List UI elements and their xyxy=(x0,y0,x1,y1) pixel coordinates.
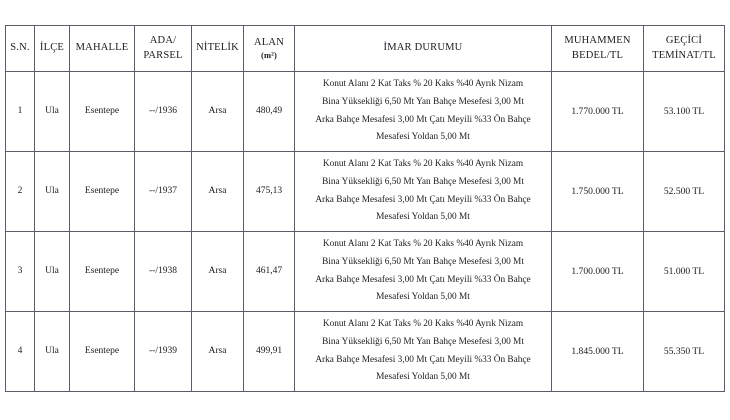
column-header-alan xyxy=(244,26,295,72)
column-header-ilce-label: İLÇE xyxy=(39,42,65,54)
cell-ilce: Ula xyxy=(35,72,70,152)
imar-line: Mesafesi Yoldan 5,00 Mt xyxy=(376,132,470,143)
column-header-imar-durumu xyxy=(295,26,552,72)
cell-mahalle: Esentepe xyxy=(70,152,135,232)
imar-line: Konut Alanı 2 Kat Taks % 20 Kaks %40 Ayrık Nizam xyxy=(322,238,524,249)
cell-imar-durumu xyxy=(295,152,552,232)
cell-muhammen-bedel: 1.700.000 TL xyxy=(552,232,644,312)
column-header-gecici-sub: TEMİNAT/TL xyxy=(652,49,716,61)
column-header-nitelik xyxy=(192,26,244,72)
column-header-gecici-teminat xyxy=(644,26,725,72)
cell-sn: 1 xyxy=(6,72,35,152)
column-header-muhammen-bedel xyxy=(552,26,644,72)
cell-muhammen-bedel: 1.845.000 TL xyxy=(552,312,644,392)
column-header-mahalle xyxy=(70,26,135,72)
column-header-muhammen-label: MUHAMMEN xyxy=(564,35,631,47)
cell-mahalle: Esentepe xyxy=(70,312,135,392)
cell-gecici-teminat: 51.000 TL xyxy=(644,232,725,312)
imar-line: Mesafesi Yoldan 5,00 Mt xyxy=(376,212,470,223)
imar-line: Arka Bahçe Mesafesi 3,00 Mt Çatı Meyili %33 Ön Bahçe xyxy=(315,274,531,285)
cell-alan: 499,91 xyxy=(244,312,295,392)
cell-nitelik: Arsa xyxy=(192,232,244,312)
cell-muhammen-bedel: 1.750.000 TL xyxy=(552,152,644,232)
cell-imar-durumu xyxy=(295,232,552,312)
column-header-sn-label: S.N. xyxy=(10,42,30,54)
cell-gecici-teminat: 53.100 TL xyxy=(644,72,725,152)
cell-nitelik: Arsa xyxy=(192,312,244,392)
imar-line: Arka Bahçe Mesafesi 3,00 Mt Çatı Meyili %33 Ön Bahçe xyxy=(315,114,531,125)
cell-sn: 4 xyxy=(6,312,35,392)
imar-line: Bina Yüksekliği 6,50 Mt Yan Bahçe Mesefesi 3,00 Mt xyxy=(322,176,524,187)
header-row xyxy=(6,26,725,72)
cell-muhammen-bedel: 1.770.000 TL xyxy=(552,72,644,152)
cell-alan: 475,13 xyxy=(244,152,295,232)
imar-line: Konut Alanı 2 Kat Taks % 20 Kaks %40 Ayrık Nizam xyxy=(322,158,524,169)
imar-line: Bina Yüksekliği 6,50 Mt Yan Bahçe Mesefesi 3,00 Mt xyxy=(322,256,524,267)
column-header-gecici-label: GEÇİCİ xyxy=(665,35,703,47)
cell-nitelik: Arsa xyxy=(192,152,244,232)
table-row xyxy=(6,152,725,232)
cell-ilce: Ula xyxy=(35,232,70,312)
land-auction-table xyxy=(5,25,725,392)
table-row xyxy=(6,312,725,392)
cell-ada-parsel: --/1936 xyxy=(135,72,192,152)
column-header-sn xyxy=(6,26,35,72)
imar-line: Arka Bahçe Mesafesi 3,00 Mt Çatı Meyili %33 Ön Bahçe xyxy=(315,194,531,205)
cell-ada-parsel: --/1939 xyxy=(135,312,192,392)
cell-alan: 461,47 xyxy=(244,232,295,312)
column-header-parsel-label: PARSEL xyxy=(143,49,183,61)
imar-line: Konut Alanı 2 Kat Taks % 20 Kaks %40 Ayrık Nizam xyxy=(322,78,524,89)
cell-mahalle: Esentepe xyxy=(70,72,135,152)
column-header-muhammen-sub: BEDEL/TL xyxy=(571,49,624,61)
column-header-mahalle-label: MAHALLE xyxy=(75,42,129,54)
table-row xyxy=(6,232,725,312)
table-body xyxy=(6,72,725,392)
imar-line: Mesafesi Yoldan 5,00 Mt xyxy=(376,372,470,383)
cell-mahalle: Esentepe xyxy=(70,232,135,312)
column-header-ada-label: ADA/ xyxy=(149,35,177,47)
column-header-imar-label: İMAR DURUMU xyxy=(383,42,463,54)
cell-ada-parsel: --/1937 xyxy=(135,152,192,232)
imar-line: Mesafesi Yoldan 5,00 Mt xyxy=(376,292,470,303)
cell-imar-durumu xyxy=(295,72,552,152)
imar-line: Bina Yüksekliği 6,50 Mt Yan Bahçe Mesefesi 3,00 Mt xyxy=(322,336,524,347)
imar-line: Konut Alanı 2 Kat Taks % 20 Kaks %40 Ayrık Nizam xyxy=(322,318,524,329)
cell-sn: 3 xyxy=(6,232,35,312)
imar-line: Arka Bahçe Mesafesi 3,00 Mt Çatı Meyili %33 Ön Bahçe xyxy=(315,354,531,365)
column-header-ada-parsel xyxy=(135,26,192,72)
imar-line: Bina Yüksekliği 6,50 Mt Yan Bahçe Mesefesi 3,00 Mt xyxy=(322,96,524,107)
cell-sn: 2 xyxy=(6,152,35,232)
cell-nitelik: Arsa xyxy=(192,72,244,152)
column-header-ilce xyxy=(35,26,70,72)
column-header-alan-unit: (m²) xyxy=(260,49,278,60)
cell-ada-parsel: --/1938 xyxy=(135,232,192,312)
column-header-alan-label: ALAN xyxy=(254,36,284,48)
table-row xyxy=(6,72,725,152)
cell-ilce: Ula xyxy=(35,312,70,392)
cell-gecici-teminat: 55.350 TL xyxy=(644,312,725,392)
cell-gecici-teminat: 52.500 TL xyxy=(644,152,725,232)
cell-ilce: Ula xyxy=(35,152,70,232)
cell-alan: 480,49 xyxy=(244,72,295,152)
table-header xyxy=(6,26,725,72)
cell-imar-durumu xyxy=(295,312,552,392)
column-header-nitelik-label: NİTELİK xyxy=(196,42,239,54)
